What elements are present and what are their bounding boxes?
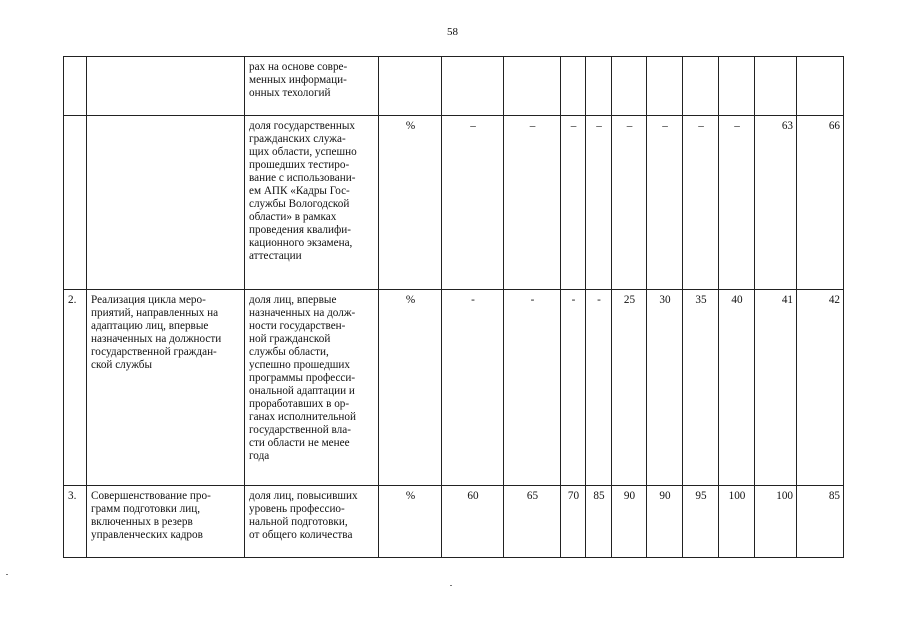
indicator-line: сти области не менее (249, 437, 350, 449)
value-cell: – (647, 116, 683, 290)
unit-cell: % (379, 290, 442, 486)
indicator-line: уровень профессио- (249, 503, 345, 515)
indicator-line: кационного экзамена, (249, 237, 353, 249)
value-cell: 100 (755, 486, 797, 558)
value-cell: 42 (797, 290, 844, 486)
value-cell: 100 (719, 486, 755, 558)
indicators-table (63, 56, 844, 558)
value-cell: – (442, 116, 504, 290)
value-cell: – (504, 116, 561, 290)
scan-speck (6, 574, 8, 575)
row-number-cell: 3. (64, 486, 87, 558)
value-cell: 66 (797, 116, 844, 290)
value-cell: - (442, 290, 504, 486)
measure-line: назначенных на должности (91, 333, 222, 345)
value-cell: - (561, 290, 586, 486)
value-cell (755, 57, 797, 116)
indicator-line: рах на основе совре- (249, 61, 348, 73)
indicator-line: ональной адаптации и (249, 385, 355, 397)
value-cell: – (683, 116, 719, 290)
measure-line: грамм подготовки лиц, (91, 503, 201, 515)
indicator-line: года (249, 450, 270, 462)
value-cell: 90 (647, 486, 683, 558)
value-cell: 41 (755, 290, 797, 486)
indicator-line: успешно прошедших (249, 359, 350, 371)
indicator-line: ганах исполнительной (249, 411, 356, 423)
value-cell (504, 57, 561, 116)
value-cell: 63 (755, 116, 797, 290)
value-cell: – (586, 116, 612, 290)
value-cell (442, 57, 504, 116)
row-number-cell: 2. (64, 290, 87, 486)
indicator-line: аттестации (249, 250, 302, 262)
measure-line: Реализация цикла меро- (91, 294, 206, 306)
unit-cell: % (379, 486, 442, 558)
value-cell: 85 (797, 486, 844, 558)
measure-cell (87, 290, 245, 486)
value-cell: – (612, 116, 647, 290)
indicator-line: прошедших тестиро- (249, 159, 350, 171)
indicator-line: ной гражданской (249, 333, 331, 345)
row-number-cell (64, 116, 87, 290)
measure-cell (87, 116, 245, 290)
indicator-line: государственной вла- (249, 424, 351, 436)
indicator-line: доля государственных (249, 120, 355, 132)
scan-speck (450, 585, 452, 586)
value-cell: 85 (586, 486, 612, 558)
value-cell: 40 (719, 290, 755, 486)
measure-line: ской службы (91, 359, 152, 371)
unit-cell: % (379, 116, 442, 290)
unit-cell (379, 57, 442, 116)
value-cell: - (504, 290, 561, 486)
table-row (64, 116, 844, 290)
measure-cell (87, 486, 245, 558)
indicator-line: службы области, (249, 346, 329, 358)
table-row (64, 57, 844, 116)
value-cell (797, 57, 844, 116)
indicator-line: онных техологий (249, 87, 331, 99)
measure-line: Совершенствование про- (91, 490, 211, 502)
value-cell: 90 (612, 486, 647, 558)
value-cell (647, 57, 683, 116)
value-cell: 95 (683, 486, 719, 558)
indicator-line: доля лиц, повысивших (249, 490, 358, 502)
measure-line: управленческих кадров (91, 529, 203, 541)
value-cell (586, 57, 612, 116)
value-cell: – (561, 116, 586, 290)
indicator-cell (245, 290, 379, 486)
indicator-cell (245, 57, 379, 116)
indicator-line: доля лиц, впервые (249, 294, 337, 306)
measure-line: включенных в резерв (91, 516, 193, 528)
value-cell (612, 57, 647, 116)
value-cell: 70 (561, 486, 586, 558)
table-row (64, 290, 844, 486)
measure-cell (87, 57, 245, 116)
table-row (64, 486, 844, 558)
measure-line: приятий, направленных на (91, 307, 219, 319)
indicator-line: области» в рамках (249, 211, 337, 223)
value-cell: 65 (504, 486, 561, 558)
indicator-cell (245, 116, 379, 290)
value-cell (561, 57, 586, 116)
indicator-line: назначенных на долж- (249, 307, 356, 319)
indicator-line: проработавших в ор- (249, 398, 350, 410)
table-body (64, 57, 844, 558)
indicator-line: ности государствен- (249, 320, 346, 332)
value-cell (719, 57, 755, 116)
indicator-line: проведения квалифи- (249, 224, 351, 236)
value-cell: 25 (612, 290, 647, 486)
value-cell: – (719, 116, 755, 290)
indicator-line: гражданских служа- (249, 133, 346, 145)
indicator-line: менных информаци- (249, 74, 347, 86)
measure-line: государственной граждан- (91, 346, 217, 358)
page-number: 58 (447, 26, 458, 38)
indicator-line: нальной подготовки, (249, 516, 348, 528)
indicator-line: программы професси- (249, 372, 356, 384)
measure-line: адаптацию лиц, впервые (91, 320, 209, 332)
indicator-line: ем АПК «Кадры Гос- (249, 185, 350, 197)
value-cell (683, 57, 719, 116)
indicator-line: службы Вологодской (249, 198, 350, 210)
indicator-line: от общего количества (249, 529, 353, 541)
indicator-line: вание с использовани- (249, 172, 356, 184)
value-cell: 35 (683, 290, 719, 486)
indicator-cell (245, 486, 379, 558)
indicator-line: щих области, успешно (249, 146, 357, 158)
value-cell: 30 (647, 290, 683, 486)
value-cell: - (586, 290, 612, 486)
row-number-cell (64, 57, 87, 116)
value-cell: 60 (442, 486, 504, 558)
